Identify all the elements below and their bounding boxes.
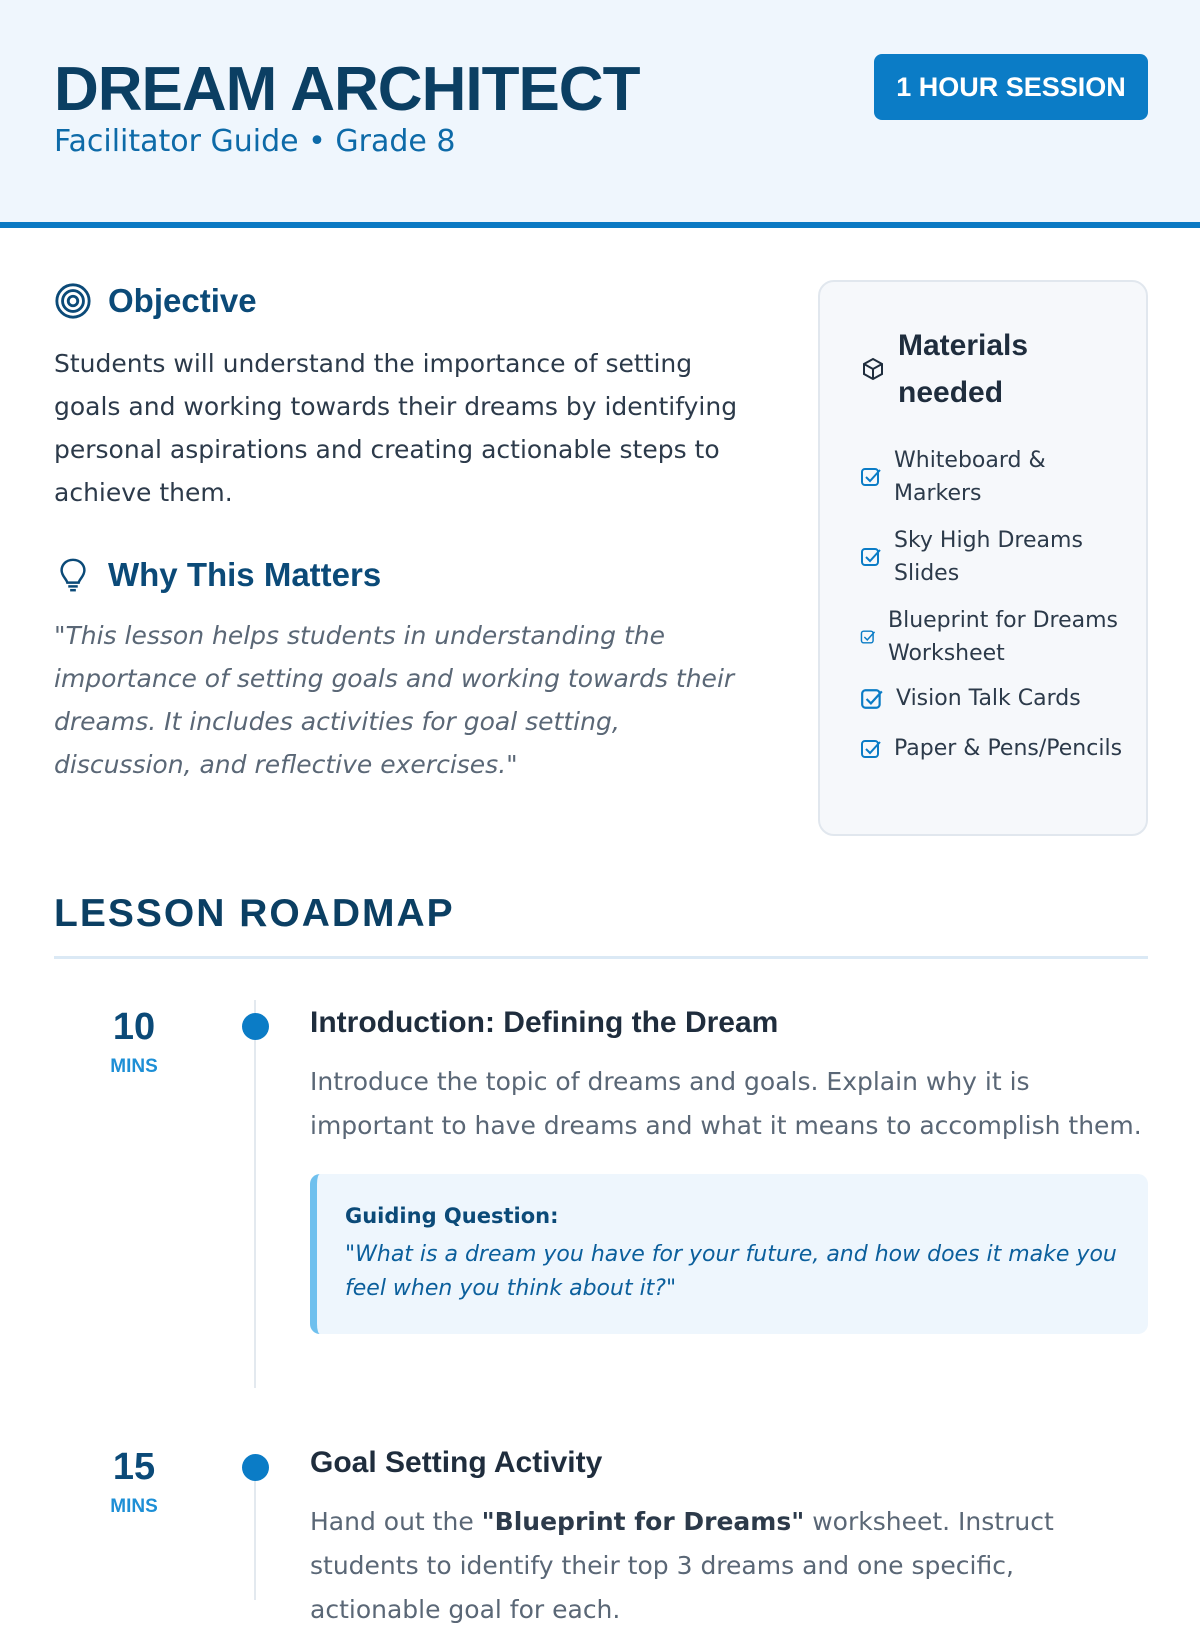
page-header [0,0,1200,228]
timeline-dot [242,1454,269,1481]
step-minutes: 15 [112,1446,156,1488]
target-icon [54,282,92,320]
step-description: Introduce the topic of dreams and goals. Explain why it is important to have dreams and what it means to accomplish them. [310,1067,1142,1140]
materials-item [860,682,1130,715]
materials-item-label: Sky High Dreams Slides [894,528,1083,586]
materials-item-label: Whiteboard & Markers [894,448,1046,506]
step-description-text: worksheet. Instruct students to identify their top 3 dreams and one specific, actionable goal for each. [310,1507,1054,1624]
materials-item [860,604,1130,670]
objective-text: Students will understand the importance of setting goals and working towards their dreams by identifying personal aspirations and creating actionable steps to achieve them. [54,349,738,507]
materials-heading [860,322,1098,416]
checkbox-icon [860,687,884,711]
materials-item [860,524,1130,590]
roadmap-divider [54,956,1148,959]
objective-heading-label: Objective [108,282,257,319]
checkbox-icon [860,629,876,645]
step-title: Goal Setting Activity [310,1446,603,1479]
materials-title: Materials needed [898,329,1029,409]
timeline-line [254,1000,256,1388]
guiding-question-label: Guiding Question: [345,1204,559,1228]
why-heading [54,556,381,594]
page-title: DREAM ARCHITECT [54,55,640,124]
step-minutes: 10 [112,1006,156,1048]
guiding-question-text: "What is a dream you have for your future, and how does it make you feel when you think about it?" [345,1242,1117,1301]
materials-item-label: Vision Talk Cards [896,686,1081,711]
step-minutes-unit: MINS [110,1496,158,1517]
materials-card [818,280,1148,836]
step-title: Introduction: Defining the Dream [310,1006,779,1039]
materials-item [860,732,1130,765]
roadmap-title: LESSON ROADMAP [54,892,455,935]
timeline-line [254,1460,256,1600]
materials-item-label: Blueprint for Dreams Worksheet [888,608,1119,666]
materials-item-label: Paper & Pens/Pencils [894,736,1123,761]
why-quote: "This lesson helps students in understanding the importance of setting goals and working towards their dreams. It includes activities for goal setting, discussion, and reflective exercises." [54,621,735,779]
session-badge: 1 HOUR SESSION [874,54,1148,120]
step-description-worksheet: "Blueprint for Dreams" [481,1507,805,1536]
box-icon [860,356,886,382]
objective-heading [54,282,257,320]
timeline-dot [242,1013,269,1040]
materials-item [860,444,1130,510]
step-description [310,1500,1148,1632]
page-subtitle: Facilitator Guide • Grade 8 [54,124,456,159]
checkbox-icon [860,466,882,488]
step-description-text: Hand out the [310,1507,482,1536]
step-minutes-unit: MINS [110,1056,158,1077]
checkbox-icon [860,546,882,568]
why-heading-label: Why This Matters [108,556,382,593]
lightbulb-icon [54,556,92,594]
checkbox-icon [860,738,882,760]
guiding-question-box [310,1174,1148,1334]
